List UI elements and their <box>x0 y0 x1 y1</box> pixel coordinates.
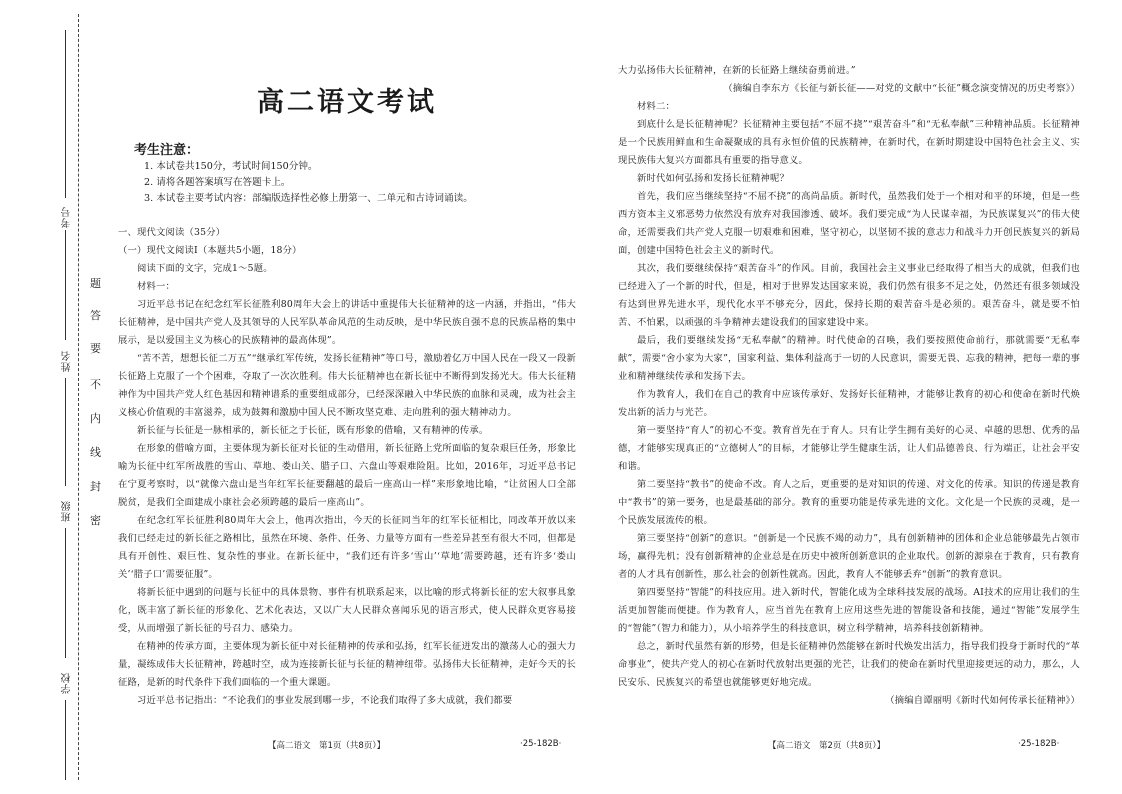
section-heading: 一、现代文阅读（35分） <box>118 227 226 238</box>
notice-item: 3. 本试卷主要考试内容：部编版选择性必修上册第一、二单元和古诗词诵读。 <box>144 193 473 204</box>
body-paragraph: “苦不苦，想想长征二万五”“继承红军传统，发扬长征精神”等口号，激励着亿万中国人民在一段又一段新长征路上克服了一个个困难，夺取了一次次胜利。伟大长征精神也在新长征中不断得到发扬光大。伟大长征精神作为中国共产党人红色基因和精神谱系的重要组成部分，已经深深融入中华民族的血脉和灵魂，成为社会主义核心价值观的丰富滋养，成为鼓舞和激励中国人民不断攻坚克难、走向胜利的强大精神动力。 <box>118 353 576 418</box>
page-1 <box>118 0 576 794</box>
body-paragraph: 将新长征中遇到的问题与长征中的具体景物、事件有机联系起来，以比喻的形式将新长征的宏大叙事具象化，既丰富了新长征的形象化、艺术化表达，又以广大人民群众喜闻乐见的语言形式，使人民群众更容易接受，从而增强了新长征的号召力、感染力。 <box>118 587 576 634</box>
seal-word: 线 <box>90 446 101 459</box>
material-heading: 材料二： <box>637 101 675 112</box>
page-2-body <box>618 62 1080 710</box>
body-paragraph: 在精神的传承方面，主要体现为新长征中对长征精神的传承和弘扬，红军长征迸发出的激荡人心的强大力量，凝练成伟大长征精神，跨越时空，成为连接新长征与长征的精神纽带。弘扬伟大长征精神，走好今天的长征路，是新的时代条件下我们面临的一个重大课题。 <box>118 641 576 688</box>
source-citation: （摘编自李东方《长征与新长征——对党的文献中“长征”概念演变情况的历史考察》） <box>723 83 1080 94</box>
body-paragraph: 新时代如何弘扬和发扬长征精神呢？ <box>637 173 789 184</box>
body-paragraph: 第一要坚持“育人”的初心不变。教育首先在于育人。只有让学生拥有美好的心灵、卓越的思想、优秀的品德，才能够实现真正的“立德树人”的目标，才能够让学生健康生活，让人们品德善良、行为端正，让社会平安和谐。 <box>618 425 1080 472</box>
page-footer-label: 【高二语文 第1页（共8页）】 <box>268 741 386 751</box>
kaohao-write-line <box>65 30 66 198</box>
page-footer-label: 【高二语文 第2页（共8页）】 <box>768 741 886 751</box>
seal-word: 答 <box>90 309 101 322</box>
material-heading: 材料一： <box>137 281 175 292</box>
body-paragraph: 第四要坚持“智能”的科技应用。进入新时代，智能化成为全球科技发展的战场。AI技术的应用让我们的生活更加智能而便捷。作为教育人，应当首先在教育上应用这些先进的智能设备和技能，通过“智能”发展学生的“智能”（智力和能力），从小培养学生的科技意识，树立科学精神，培养科技创新精神。 <box>618 587 1080 634</box>
banji-write-line <box>65 528 66 658</box>
body-paragraph: 在纪念红军长征胜利80周年大会上，他再次指出，今天的长征同当年的红军长征相比，同改革开放以来我们已经走过的新长征之路相比，虽然在环境、条件、任务、力量等方面有一些差异甚至有很大不同，但都是具有开创性、艰巨性、复杂性的事业。在新长征中，“我们还有许多‘雪山’‘草地’需要跨越，还有许多‘娄山关’‘腊子口’需要征服”。 <box>118 515 576 580</box>
seal-word: 封 <box>90 480 101 493</box>
notice-heading: 考生注意： <box>134 143 200 158</box>
page-1-body <box>118 224 576 710</box>
body-paragraph: 最后，我们要继续发扬“无私奉献”的精神。时代使命的召唤，我们要按照使命前行，那就需要“无私奉献”，需要“舍小家为大家”，国家利益、集体利益高于一切的人民意识，需要无畏、忘我的精神，把每一辈的事业和精神继续传承和发扬下去。 <box>618 335 1080 382</box>
source-citation: （摘编自谭丽明《新时代如何传承长征精神》） <box>885 695 1080 706</box>
binding-margin <box>0 0 112 794</box>
body-paragraph: 大力弘扬伟大长征精神，在新的长征路上继续奋勇前进。” <box>618 65 856 76</box>
body-paragraph: 到底什么是长征精神呢？长征精神主要包括“不屈不挠”“艰苦奋斗”和“无私奉献”三种精神品质。长征精神是一个民族用鲜血和生命凝聚成的具有永恒价值的民族精神，在新时代，在新时期建设中国特色社会主义、实现民族伟大复兴方面都具有重要的指导意义。 <box>618 119 1080 166</box>
subsection-heading: （一）现代文阅读Ⅰ（本题共5小题，18分） <box>118 245 302 256</box>
page-title: 高二语文考试 <box>257 87 437 118</box>
xuexiao-write-line <box>65 700 66 780</box>
body-paragraph: 新长征与长征是一脉相承的，新长征之于长征，既有形象的借喻，又有精神的传承。 <box>137 425 489 436</box>
body-paragraph: 总之，新时代虽然有新的形势，但是长征精神仍然能够在新时代焕发出活力，指导我们投身于新时代的“革命事业”，使共产党人的初心在新时代放射出更强的光芒，让我们的使命在新时代里迎接更远的动力，那么，人民安乐、民族复兴的希望也就能够更好地完成。 <box>618 641 1080 688</box>
seal-word: 密 <box>90 514 101 527</box>
body-paragraph: 习近平总书记在纪念红军长征胜利80周年大会上的讲话中重提伟大长征精神的这一内涵，并指出，“伟大长征精神，是中国共产党人及其领导的人民军队革命风范的生动反映，是中华民族自强不息的民族品格的集中展示，是以爱国主义为核心的民族精神的最高体现”。 <box>118 299 576 346</box>
xingming-write-line <box>65 378 66 486</box>
seal-word: 内 <box>90 412 101 425</box>
seal-word: 题 <box>90 277 101 290</box>
body-paragraph: 首先，我们应当继续坚持“不屈不挠”的高尚品质。新时代，虽然我们处于一个相对和平的环境，但是一些西方资本主义邪恶势力依然没有放弃对我国渗透、破坏。我们要完成“为人民谋幸福，为民族谋复兴”的伟大使命，还需要我们共产党人克服一切艰难和困难，坚守初心，以坚韧不拔的意志力和战斗力开创民族复兴的新局面，创建中国特色社会主义的新时代。 <box>618 191 1080 256</box>
seal-word: 要 <box>90 342 101 355</box>
label-xuexiao: 学校 <box>62 672 73 694</box>
page-footer-code: ·25-182B· <box>1018 739 1060 749</box>
body-paragraph: 其次，我们要继续保持“艰苦奋斗”的作风。目前，我国社会主义事业已经取得了相当大的成就，但我们也已经进入了一个新的时代，但是，相对于世界发达国家来说，我们仍然有很多不足之处，仍然还有很多领域没有达到世界先进水平，现代化水平不够充分，因此，保持长期的艰苦奋斗是必须的。艰苦奋斗，就是要不怕苦、不怕累，以顽强的斗争精神去建设我们的国家建设中来。 <box>618 263 1080 328</box>
instruction-text: 阅读下面的文字，完成1～5题。 <box>137 263 273 274</box>
label-banji: 班级 <box>62 500 73 522</box>
label-xingming: 姓名 <box>62 350 73 372</box>
page-2 <box>618 0 1080 794</box>
body-paragraph: 第二要坚持“教书”的使命不改。育人之后，更重要的是对知识的传递、对文化的传承。知识的传递是教育中“教书”的第一要务，也是最基础的部分。教育的重要功能是传承先进的文化。文化是一个民族的灵魂，是一个民族发展流传的根。 <box>618 479 1080 526</box>
body-paragraph: 作为教育人，我们在自己的教育中应该传承好、发扬好长征精神，才能够让教育的初心和使命在新时代焕发出新的活力与光芒。 <box>618 389 1080 418</box>
binding-dashed-line <box>78 14 79 780</box>
body-paragraph: 第三要坚持“创新”的意识。“创新是一个民族不竭的动力”，具有创新精神的团体和企业总能够最先占领市场，赢得先机；没有创新精神的企业总是在历史中被所创新意识的企业取代。创新的源泉在于教育，只有教育者的人才具有创新性，那么社会的创新性就高。因此，教育人不能够丢弃“创新”的教育意识。 <box>618 533 1080 580</box>
kaohao-write-line-lower <box>65 230 66 340</box>
seal-word: 不 <box>90 378 101 391</box>
page-footer-code: ·25-182B· <box>520 739 562 749</box>
notice-item: 2. 请将各题答案填写在答题卡上。 <box>144 177 291 188</box>
label-kaohao: 考号 <box>62 206 73 228</box>
notice-item: 1. 本试卷共150分，考试时间150分钟。 <box>144 161 318 172</box>
body-paragraph: 在形象的借喻方面，主要体现为新长征对长征的生动借用，新长征路上党所面临的复杂艰巨任务，形象比喻为长征中红军所战胜的雪山、草地、娄山关、腊子口、六盘山等艰难险阻。比如，2016年，习近平总书记在宁夏考察时，以“就像六盘山是当年红军长征要翻越的最后一座高山一样”来形象地比喻，“让贫困人口全部脱贫，是我们全面建成小康社会必须跨越的最后一座高山”。 <box>118 443 576 508</box>
body-paragraph: 习近平总书记指出：“不论我们的事业发展到哪一步，不论我们取得了多大成就，我们都要 <box>137 695 513 706</box>
